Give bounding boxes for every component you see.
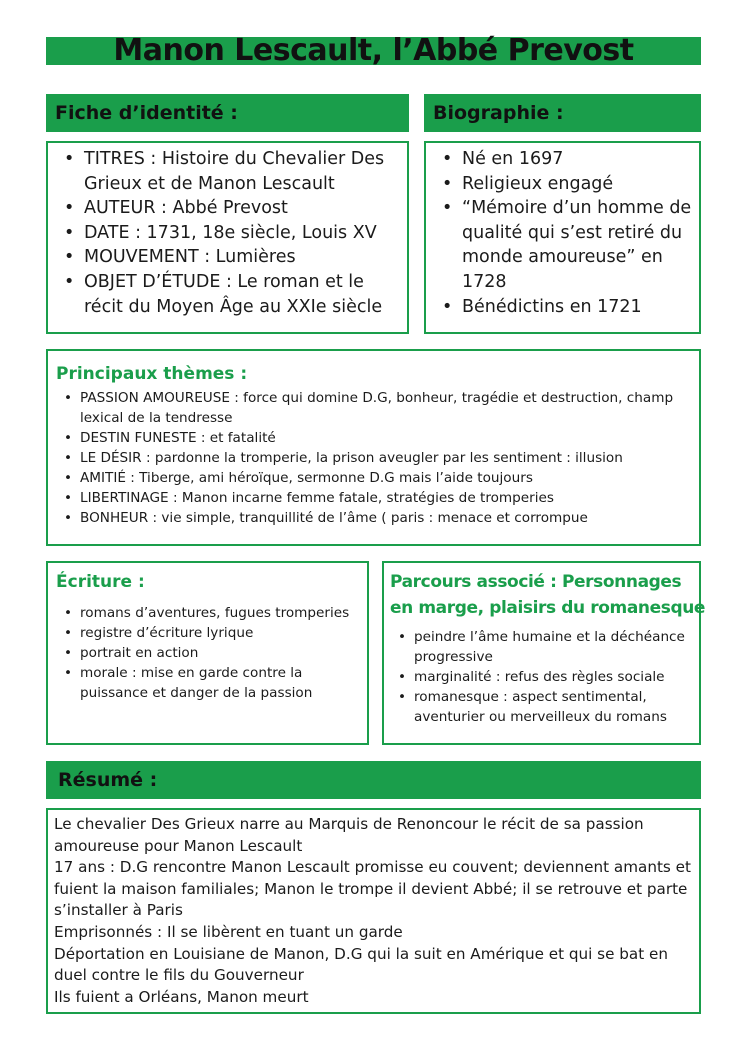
list-item: • OBJET D’ÉTUDE : Le roman et le récit du Moyen Âge au XXIe siècle [48, 270, 407, 319]
list-item: • LIBERTINAGE : Manon incarne femme fatale, stratégies de tromperies [56, 488, 689, 508]
fiche-identite-box [46, 141, 409, 334]
list-item: • TITRES : Histoire du Chevalier Des Grieux et de Manon Lescault [48, 147, 407, 196]
list-item: • morale : mise en garde contre la puissance et danger de la passion [56, 663, 357, 703]
ecriture-list [56, 603, 357, 703]
themes-list [56, 388, 689, 528]
ecriture-box [46, 561, 369, 745]
list-item: • portrait en action [56, 643, 357, 663]
biographie-heading: Biographie : [424, 94, 701, 132]
list-item: • peindre l’âme humaine et la déchéance progressive [390, 627, 695, 667]
resume-paragraph: Déportation en Louisiane de Manon, D.G qui la suit en Amérique et qui se bat en duel contre le fils du Gouverneur [54, 944, 668, 985]
list-item: • LE DÉSIR : pardonne la tromperie, la prison aveugler par les sentiment : illusion [56, 448, 689, 468]
fiche-identite-list [48, 147, 407, 319]
list-item: • Né en 1697 [426, 147, 699, 172]
list-item: • AUTEUR : Abbé Prevost [48, 196, 407, 221]
resume-paragraph: Emprisonnés : Il se libèrent en tuant un garde [54, 922, 403, 941]
themes-heading: Principaux thèmes : [56, 364, 248, 384]
biographie-box [424, 141, 701, 334]
fiche-identite-heading: Fiche d’identité : [46, 94, 409, 132]
list-item: • BONHEUR : vie simple, tranquillité de l’âme ( paris : menace et corrompue [56, 508, 689, 528]
list-item: • romanesque : aspect sentimental, aventurier ou merveilleux du romans [390, 687, 695, 727]
list-item: • AMITIÉ : Tiberge, ami héroïque, sermonne D.G mais l’aide toujours [56, 468, 689, 488]
parcours-list [390, 627, 695, 727]
ecriture-heading: Écriture : [56, 572, 145, 592]
biographie-list [426, 147, 699, 319]
themes-box [46, 349, 701, 546]
list-item: • Religieux engagé [426, 172, 699, 197]
list-item: • PASSION AMOUREUSE : force qui domine D.G, bonheur, tragédie et destruction, champ lexical de la tendresse [56, 388, 689, 428]
resume-paragraph: 17 ans : D.G rencontre Manon Lescault promisse eu couvent; deviennent amants et fuient la maison familiales; Manon le trompe il devient Abbé; il se retrouve et parte s’installer à Paris [54, 858, 691, 920]
list-item: • registre d’écriture lyrique [56, 623, 357, 643]
list-item: • DATE : 1731, 18e siècle, Louis XV [48, 221, 407, 246]
list-item: • “Mémoire d’un homme de qualité qui s’est retiré du monde amoureuse” en 1728 [426, 196, 699, 294]
list-item: • DESTIN FUNESTE : et fatalité [56, 428, 689, 448]
list-item: • MOUVEMENT : Lumières [48, 245, 407, 270]
parcours-box [382, 561, 706, 745]
resume-paragraph: Ils fuient a Orléans, Manon meurt [54, 987, 309, 1006]
list-item: • marginalité : refus des règles sociale [390, 667, 695, 687]
parcours-heading-line1: Parcours associé : Personnages [390, 572, 682, 592]
resume-heading: Résumé : [46, 761, 701, 799]
page-title: Manon Lescault, l’Abbé Prevost [46, 37, 701, 65]
parcours-heading-line2: en marge, plaisirs du romanesque [390, 598, 706, 618]
list-item: • Bénédictins en 1721 [426, 295, 699, 320]
resume-box [46, 808, 701, 1014]
resume-paragraph: Le chevalier Des Grieux narre au Marquis de Renoncour le récit de sa passion amoureuse pour Manon Lescault [54, 815, 644, 855]
list-item: • romans d’aventures, fugues tromperies [56, 603, 357, 623]
